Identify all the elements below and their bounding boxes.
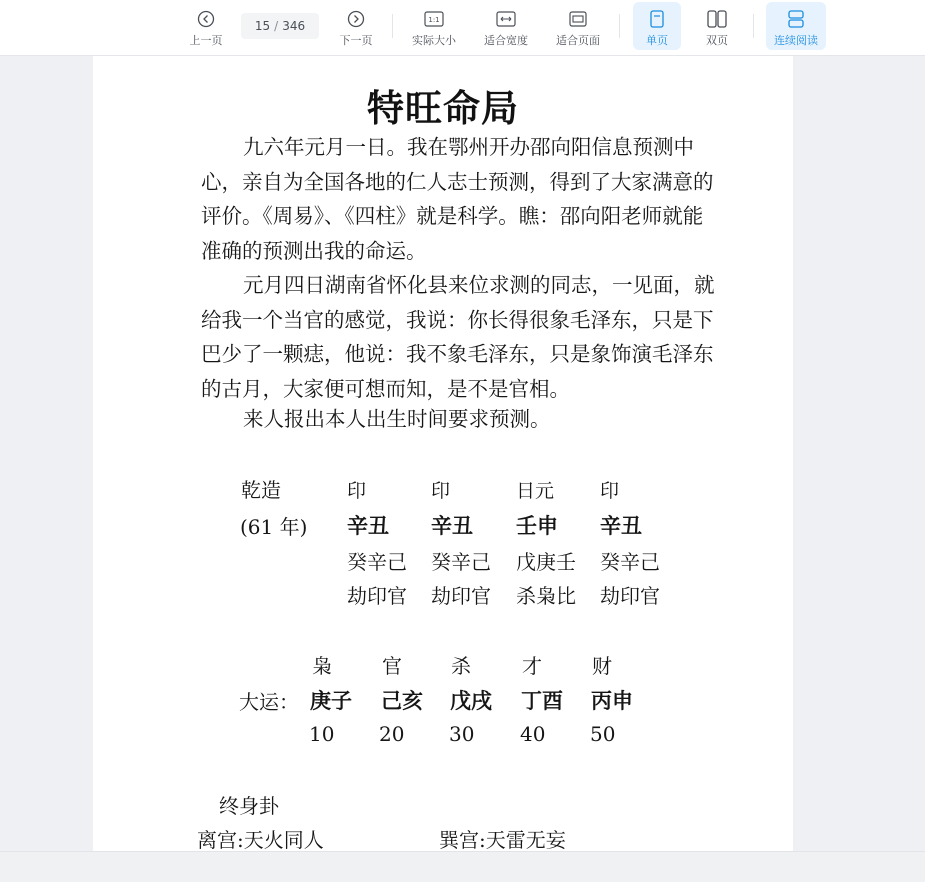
hidden-stems: 癸辛己 (347, 550, 407, 574)
ten-gods: 劫印官 (431, 584, 491, 608)
toolbar-divider (753, 14, 754, 38)
text-line: 评价。《周易》、《四柱》就是科学。瞧：邵向阳老师就能 (201, 204, 704, 228)
hidden-stems: 癸辛己 (600, 550, 660, 574)
hidden-stems: 戊庚壬 (516, 550, 576, 574)
gua-right: 巽宫:天雷无妄 (439, 828, 566, 851)
ten-gods: 劫印官 (347, 584, 407, 608)
current-page-number[interactable]: 15 (254, 19, 271, 33)
svg-text:1:1: 1:1 (428, 16, 440, 24)
dayun-pillar: 戊戌 (450, 689, 492, 713)
pillar-stems: 辛丑 (347, 514, 389, 538)
double-page-button[interactable] (693, 2, 741, 50)
prev-page-button[interactable] (183, 2, 229, 50)
dayun-god: 才 (522, 654, 542, 678)
paragraph-3 (201, 402, 731, 437)
ten-gods: 劫印官 (600, 584, 660, 608)
dayun-age: 20 (379, 722, 405, 746)
bottom-scroll-area[interactable] (0, 851, 925, 882)
toolbar-divider (619, 14, 620, 38)
gua-heading: 终身卦 (219, 794, 279, 818)
text-line: 来人报出本人出生时间要求预测。 (243, 407, 551, 431)
dayun-pillar: 庚子 (310, 689, 352, 713)
pillar-stems: 壬申 (516, 514, 558, 538)
toolbar (0, 0, 925, 56)
dayun-pillar: 丁酉 (521, 689, 563, 713)
text-line: 元月四日湖南省怀化县来位求测的同志，一见面，就 (243, 273, 715, 297)
dayun-age: 30 (449, 722, 475, 746)
chevron-right-circle-icon (347, 8, 365, 30)
pillar-god: 日元 (516, 480, 555, 502)
text-line: 巴少了一颗痣，他说：我不象毛泽东，只是象饰演毛泽东 (201, 342, 714, 366)
text-line: 给我一个当官的感觉，我说：你长得很象毛泽东，只是下 (201, 307, 714, 332)
dayun-age: 40 (520, 722, 546, 746)
single-page-icon (649, 8, 665, 30)
single-page-label: 单页 (646, 34, 668, 47)
paragraph-1 (201, 130, 731, 268)
dayun-god: 枭 (312, 654, 332, 678)
fit-page-label: 适合页面 (556, 34, 600, 47)
continuous-reading-button[interactable] (766, 2, 826, 50)
single-page-button[interactable] (633, 2, 681, 50)
pillar-god: 印 (347, 480, 367, 502)
text-line: 准确的预测出我的命运。 (201, 238, 427, 263)
actual-size-icon (424, 8, 444, 30)
double-page-icon (707, 8, 727, 30)
pillar-god: 印 (431, 480, 451, 502)
dayun-god: 杀 (451, 654, 471, 678)
next-page-button[interactable] (333, 2, 379, 50)
text-line: 的古月，大家便可想而知，是不是官相。 (201, 376, 570, 401)
fit-width-label: 适合宽度 (484, 34, 528, 47)
continuous-reading-icon (787, 8, 805, 30)
ten-gods: 杀枭比 (516, 584, 576, 608)
toolbar-divider (392, 14, 393, 38)
document-page (93, 56, 793, 851)
dayun-pillar: 己亥 (381, 689, 423, 713)
dayun-god: 官 (382, 654, 402, 678)
actual-size-button[interactable] (406, 2, 462, 50)
fit-page-button[interactable] (550, 2, 606, 50)
total-pages: 346 (282, 19, 306, 33)
text-line: 九六年元月一日。我在鄂州开办邵向阳信息预测中 (243, 135, 694, 159)
pillar-stems: 辛丑 (431, 514, 473, 538)
text-line: 心，亲自为全国各地的仁人志士预测，得到了大家满意的 (201, 169, 714, 194)
fit-page-icon (568, 8, 588, 30)
chevron-left-circle-icon (197, 8, 215, 30)
hidden-stems: 癸辛己 (431, 550, 491, 574)
actual-size-label: 实际大小 (412, 34, 456, 47)
next-page-label: 下一页 (339, 34, 373, 47)
gua-left: 离宫:天火同人 (197, 828, 324, 851)
prev-page-label: 上一页 (189, 34, 223, 47)
dayun-god: 财 (592, 654, 612, 678)
fit-width-icon (496, 8, 516, 30)
page-separator: / (274, 19, 279, 33)
dayun-label: 大运： (239, 690, 299, 714)
document-viewer[interactable] (0, 56, 925, 851)
paragraph-2 (201, 268, 731, 406)
pillar-god: 印 (600, 480, 620, 502)
pillar-stems: 辛丑 (600, 514, 642, 538)
double-page-label: 双页 (706, 34, 728, 47)
dayun-age: 10 (309, 722, 335, 746)
page-title: 特旺命局 (367, 87, 519, 130)
fit-width-button[interactable] (478, 2, 534, 50)
dayun-age: 50 (590, 722, 616, 746)
birth-year: (61 年) (240, 515, 308, 539)
page-indicator[interactable] (241, 13, 319, 39)
chart-label: 乾造 (241, 478, 281, 502)
dayun-pillar: 丙申 (591, 689, 633, 713)
continuous-reading-label: 连续阅读 (774, 34, 818, 47)
